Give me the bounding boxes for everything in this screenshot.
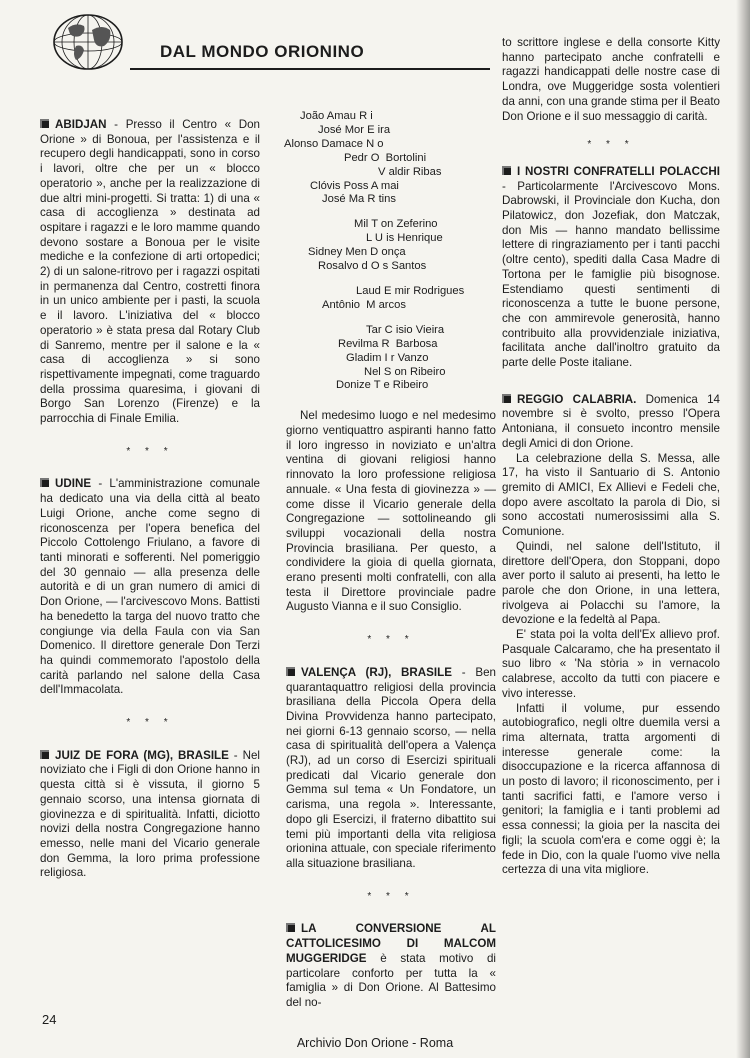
header-rule (130, 68, 490, 70)
reggio-paragraph: Quindi, nel salone dell'Istituto, il direttore dell'Opera, don Stoppani, dopo aver porto il saluto ai presenti, ha letto le parole che don Orione, in una lettera, rivolgeva ai Polacchi su l'amore, la devozione e la fedeltà al Papa. (502, 539, 720, 627)
column-2 (286, 110, 496, 1011)
column-3 (502, 36, 720, 878)
names-group (300, 218, 496, 274)
names-acrostic (284, 110, 496, 393)
article-juiz-de-fora: JUIZ DE FORA (MG), BRASILE - Nel noviziato che i Figli di don Orione hanno in questa città si è vissuta, il giorno 5 gennaio scorso, una intensa giornata di giovinezza e di spiritualità. Infatti, diciotto novizi della nostra Congregazione hanno emesso, nelle mani del Vicario generale don Gemma, la loro prima professione religiosa. (40, 748, 260, 880)
name-line: Nel S on Ribeiro (364, 365, 446, 378)
article-reggio-calabria: REGGIO CALABRIA. Domenica 14 novembre si è svolto, presso l'Opera Antoniana, il consueto incontro mensile degli Amici di don Orione. (502, 392, 720, 450)
name-line: Mil T on Zeferino (354, 218, 438, 231)
name-line: Alonso Damace N o (284, 137, 384, 150)
name-line: Gladim I r Vanzo (346, 351, 429, 364)
names-group (284, 110, 496, 207)
names-group (300, 285, 496, 313)
article-abidjan: ABIDJAN - Presso il Centro « Don Orione » di Bonoua, per l'assistenza e il recupero degli handicappati, sono in corso i lavori, oltre che per un « blocco operatorio », anche per la realizzazione di due altri mini-progetti. Si tratta: 1) di una « casa di accoglienza » destinata ad ospitare i ragazzi e le loro mamme quando devono sostare a Bonoua per le visite mediche e la confezione di arti ortopedici; 2) di un salone-ritrovo per i ragazzi ospitati in permanenza dal Centro, costretti finora in un unico ambiente per i pasti, la scuola e il lavoro. L'iniziativa del « blocco operatorio » è stata presa dal Rotary Club di Sanremo, mentre per il salone e la « casa di accoglienza » si sono rispettivamente impegnati, come traguardo della prossima quaresima, i giovani di Borgo San Lorenzo (Firenze) e la parrocchia di Finale Emilia. (40, 118, 260, 426)
page-edge-shadow (736, 0, 750, 1058)
column-1 (40, 118, 260, 881)
square-bullet-icon (286, 667, 295, 676)
name-line: João Amau R i (300, 110, 373, 122)
name-line: Revilma R Barbosa (338, 337, 438, 350)
page-number: 24 (42, 1012, 57, 1027)
name-line: José Mor E ira (318, 123, 391, 136)
names-group (300, 324, 496, 394)
name-line: Pedr O Bortolini (344, 151, 427, 164)
name-line: Donize T e Ribeiro (336, 379, 429, 392)
article-udine: UDINE - L'amministrazione comunale ha dedicato una via della città al beato Luigi Orione, anche come segno di riconoscenza per l'opera benefica del Piccolo Cottolengo Friulano, a favore di tanti minorati e sofferenti. Nel pomeriggio del 30 gennaio — alla presenza delle autorità e di un gran numero di amici di Don Orione, — l'arcivescovo Mons. Battisti ha benedetto la targa del nuovo tratto che congiunge via della Faula con via San Domenico. Il direttore generale Don Terzi ha quindi commemorato l'apostolo della carità parlando nel salone della Casa dell'Immacolata. (40, 477, 260, 697)
name-line: Sidney Men D onça (308, 246, 406, 259)
section-title: DAL MONDO ORIONINO (160, 42, 365, 61)
globe-icon (40, 10, 130, 70)
square-bullet-icon (286, 923, 295, 932)
square-bullet-icon (40, 750, 49, 759)
article-novitiate: Nel medesimo luogo e nel medesimo giorno ventiquattro aspiranti hanno fatto il loro ingresso in noviziato e un'altra ventina di giovani religiosi hanno rinnovato la loro professione religiosa annuale. « Una festa di giovinezza » — come disse il Vicario generale della Congregazione — sottolineando gli sviluppi vocazionali della nostra Provincia brasiliana. Per questo, a condividere la gioia di quella giornata, erano presenti molti confratelli, con alla testa il Direttore provinciale padre Augusto Vianna e il suo Consiglio. (286, 409, 496, 614)
separator: * * * (126, 717, 174, 729)
reggio-paragraph: E' stata poi la volta dell'Ex allievo prof. Pasquale Calcaramo, che ha presentato il suo libro « 'Na stòria » in vernacolo calabrese, accolto da tutti con piacere e vivo interesse. (502, 628, 720, 700)
name-line: José Ma R tins (322, 193, 396, 206)
archive-footer: Archivio Don Orione - Roma (296, 1036, 454, 1050)
square-bullet-icon (40, 119, 49, 128)
article-conversione: LA CONVERSIONE AL CATTOLICESIMO DI MALCOM MUGGERIDGE è stata motivo di particolare conforto per tutta la « famiglia » di Don Orione. Al Battesimo del no- (286, 922, 496, 1009)
name-line: Tar C isio Vieira (366, 323, 445, 336)
separator: * * * (126, 445, 174, 457)
square-bullet-icon (502, 394, 511, 403)
name-line: Rosalvo d O s Santos (318, 260, 427, 273)
separator: * * * (367, 890, 415, 902)
reggio-paragraph: La celebrazione della S. Messa, alle 17, ha visto il Santuario di S. Antonio gremito di AMICI, Ex Allievi e Fedeli che, dopo avere ascoltato la parola di Dio, si sono accostati numerosissimi alla S. Comunione. (502, 451, 720, 539)
article-conversione-cont: to scrittore inglese e della consorte Kitty hanno partecipato anche confratelli e ragazzi handicappati delle nostre case di Londra, ove Muggeridge sosta volentieri da anni, con una grande stima per il Beato Don Orione e il suo messaggio di carità. (502, 36, 720, 123)
name-line: Clóvis Poss A mai (310, 179, 399, 192)
name-line: V aldir Ribas (378, 165, 442, 178)
name-line: L U is Henrique (366, 232, 443, 245)
name-line: Antônio M arcos (322, 298, 406, 311)
square-bullet-icon (502, 166, 511, 175)
separator: * * * (587, 139, 635, 151)
name-line: Laud E mir Rodrigues (356, 284, 465, 297)
reggio-paragraph: Infatti il volume, pur essendo autobiografico, negli oltre duemila versi a rima alternata, tratta argomenti di interesse generale come: la disoccupazione e la ricerca affannosa di un posto di lavoro; il riconoscimento, per i tanti sacrifici fatti, e l'amore verso i genitori; la famiglia e i tanti problemi ad essa connessi; la gioia per la nascita dei figli; la scuola com'era e come oggi è; la fede in Dio, con la quale l'uomo vive nella certezza di una vita migliore. (502, 701, 720, 877)
article-polacchi: I NOSTRI CONFRATELLI POLACCHI - Particolarmente l'Arcivescovo Mons. Dabrowski, il Provinciale don Kucha, don Pilatowicz, don Jozefiak, don Matczak, don Mis — hanno mandato bellissime lettere di ringraziamento per i tanti pacchi (oltre cento), spediti dalla Casa Madre di Tortona per le famiglie più bisognose. Estendiamo questi sentimenti di riconoscenza a tutte le buone persone, che con ammirevole generosità, hanno contribuito alla provvidenziale iniziativa, facilitata anche dall'inoltro gratuito da parte delle Poste italiane. (502, 164, 720, 370)
article-valenca: VALENÇA (RJ), BRASILE - Ben quarantaquattro religiosi della provincia brasiliana della Piccola Opera della Divina Provvidenza hanno partecipato, nei giorni 6-13 gennaio scorso, — nella casa di spiritualità dell'opera a Valença (RJ), ad un corso di Esercizi spirituali predicati dal Vicario generale don Gemma sul tema « Un Fondatore, un carisma, una regola ». Interessante, dopo gli Esercizi, il fraterno dibattito sui temi più importanti della vita religiosa orionina attuale, con speciale riferimento alla situazione brasiliana. (286, 665, 496, 870)
separator: * * * (367, 634, 415, 646)
square-bullet-icon (40, 478, 49, 487)
